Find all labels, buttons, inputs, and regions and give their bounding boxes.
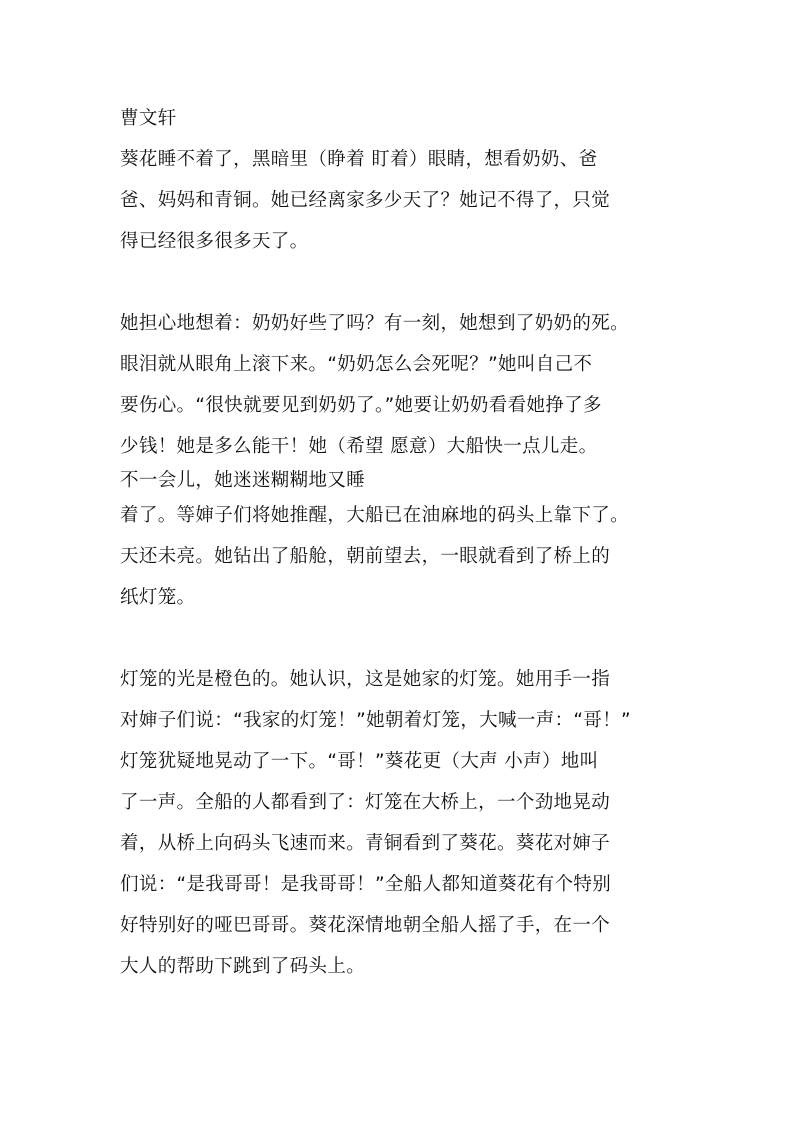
paragraph-2-line-2: 眼泪就从眼角上滚下来。“奶奶怎么会死呢？”她叫自己不 <box>120 354 593 375</box>
paragraph-1-line-2: 爸、妈妈和青铜。她已经离家多少天了？她记不得了，只觉 <box>120 190 611 211</box>
paragraph-2-line-5: 不一会儿，她迷迷糊糊地又睡 <box>120 470 366 491</box>
paragraph-gap <box>120 618 680 659</box>
paragraph-3-line-6: 们说：“是我哥哥！是我哥哥！”全船人都知道葵花有个特别 <box>120 874 612 895</box>
document-body <box>120 98 680 987</box>
paragraph-2-line-8: 纸灯笼。 <box>120 587 196 608</box>
paragraph-2-line-6: 着了。等婶子们将她推醒，大船已在油麻地的码头上靠下了。 <box>120 505 629 526</box>
paragraph-3-line-1: 灯笼的光是橙色的。她认识，这是她家的灯笼。她用手一指 <box>120 669 611 690</box>
paragraph-1-line-1: 葵花睡不着了，黑暗里（睁着 盯着）眼睛，想看奶奶、爸 <box>120 149 598 170</box>
author-name: 曹文轩 <box>120 108 177 129</box>
paragraph-2-line-3: 要伤心。“很快就要见到奶奶了。”她要让奶奶看看她挣了多 <box>120 395 602 416</box>
paragraph-1-line-3: 得已经很多很多天了。 <box>120 231 309 252</box>
paragraph-3-line-7: 好特别好的哑巴哥哥。葵花深情地朝全船人摇了手，在一个 <box>120 915 611 936</box>
paragraph-3-line-3: 灯笼犹疑地晃动了一下。“哥！”葵花更（大声 小声）地叫 <box>120 751 599 772</box>
paragraph-3-line-4: 了一声。全船的人都看到了：灯笼在大桥上，一个劲地晃动 <box>120 792 611 813</box>
paragraph-3-line-2: 对婶子们说：“我家的灯笼！”她朝着灯笼，大喊一声：“哥！” <box>120 710 631 731</box>
paragraph-3-line-5: 着，从桥上向码头飞速而来。青铜看到了葵花。葵花对婶子 <box>120 833 611 854</box>
paragraph-3-line-8: 大人的帮助下跳到了码头上。 <box>120 956 366 977</box>
paragraph-2-line-4: 少钱！她是多么能干！她（希望 愿意）大船快一点儿走。 <box>120 436 598 457</box>
paragraph-2-line-7: 天还未亮。她钻出了船舱，朝前望去，一眼就看到了桥上的 <box>120 546 611 567</box>
paragraph-2-line-1: 她担心地想着：奶奶好些了吗？有一刻，她想到了奶奶的死。 <box>120 313 629 334</box>
paragraph-gap <box>120 262 680 303</box>
